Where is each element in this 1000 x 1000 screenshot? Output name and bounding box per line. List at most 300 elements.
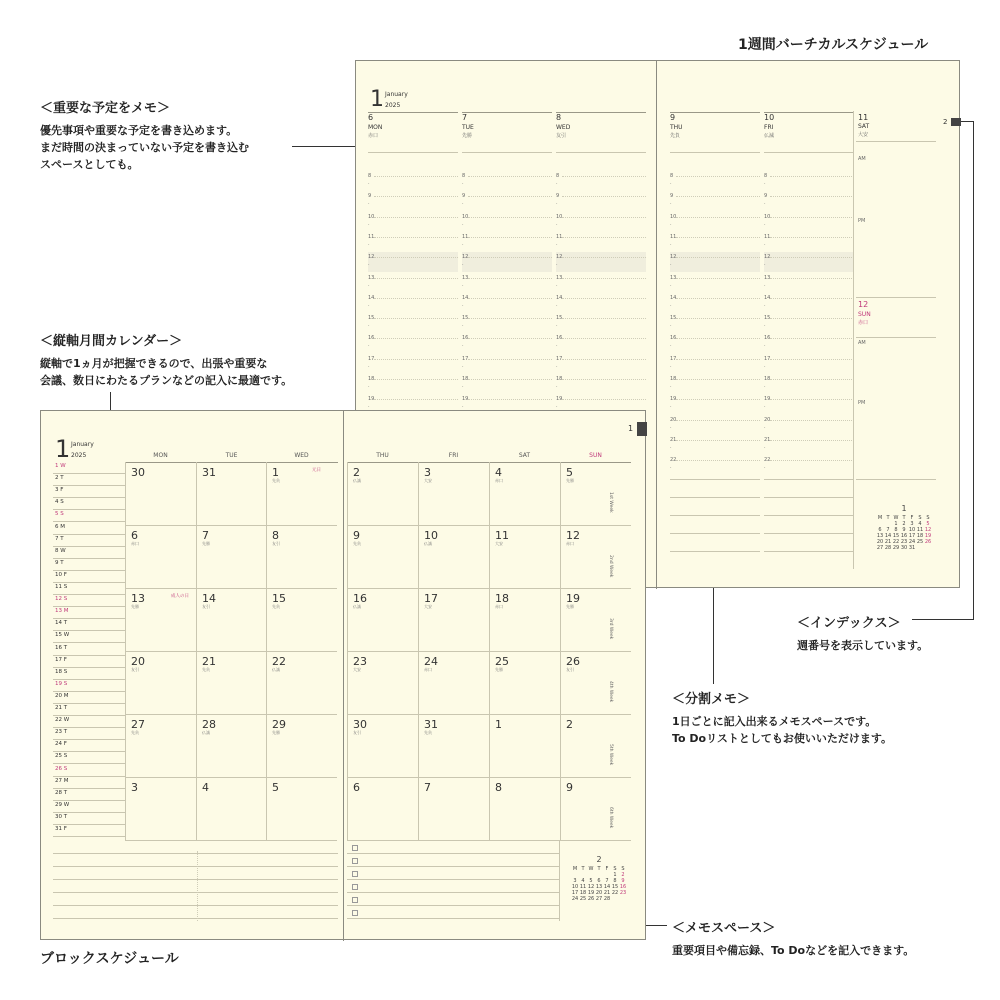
mini-cal-day: 24 (908, 539, 916, 545)
split-memo-rule (670, 551, 760, 552)
side-day-label: 29 W (55, 801, 70, 808)
side-day-rule (53, 521, 125, 522)
hour-rule (468, 278, 552, 279)
hour-label: 8 (462, 173, 466, 179)
hour-label: 11 (670, 233, 677, 240)
side-day-label: 16 T (55, 644, 68, 651)
hour-label: 21 (670, 436, 677, 443)
mini-cal-day: 19 (924, 533, 932, 539)
split-memo-rule (670, 515, 760, 516)
day-name: FRI (764, 124, 774, 131)
hour-label: 19 (670, 396, 677, 403)
hour-label: 12 (556, 254, 563, 261)
vertical-calendar-caption (40, 330, 292, 389)
hour-label: 18 (368, 376, 375, 382)
date-number: 17 (424, 592, 438, 605)
hour-label: 15 (368, 315, 375, 322)
sun-name: SUN (858, 311, 871, 318)
hour-rule (374, 237, 458, 238)
half-hour-dot: · (368, 201, 370, 208)
half-hour-dot: · (556, 282, 558, 289)
row-rule (347, 840, 631, 841)
mini-cal-day: 29 (892, 545, 900, 551)
date-number: 2 (566, 718, 573, 731)
hour-label: 13 (462, 274, 469, 281)
weekday-header: SUN (589, 452, 602, 459)
date-rokuyo: 大安 (495, 541, 503, 546)
mini-cal-weekday: S (926, 515, 930, 521)
side-day-rule (53, 739, 125, 740)
half-hour-dot: · (368, 262, 370, 269)
half-hour-dot: · (462, 282, 464, 289)
hour-rule (562, 176, 646, 177)
weekday-header: SAT (518, 452, 531, 459)
mini-cal-day: 22 (611, 890, 619, 896)
date-number: 16 (353, 592, 367, 605)
hour-rule (468, 176, 552, 177)
hour-rule (468, 217, 552, 218)
mini-cal-weekday: M (572, 866, 578, 872)
cell-divider (125, 714, 126, 777)
cell-divider (347, 777, 348, 840)
side-day-label: 8 W (55, 547, 66, 554)
cell-divider (489, 525, 490, 588)
half-hour-dot: · (764, 444, 766, 451)
side-day-label: 22 W (55, 717, 70, 724)
hour-rule (374, 257, 458, 258)
week-number-label: 6th Week (608, 807, 613, 829)
half-hour-dot: · (556, 221, 558, 228)
side-day-label: 6 M (55, 523, 65, 530)
hour-rule (770, 217, 854, 218)
date-number: 9 (566, 781, 573, 794)
hour-rule (770, 460, 854, 461)
side-day-label: 4 S (55, 499, 64, 506)
day-rokuyo: 先勝 (462, 133, 473, 139)
half-hour-dot: · (368, 181, 370, 187)
half-hour-dot: · (670, 181, 672, 187)
side-day-label: 13 M (55, 608, 69, 615)
cell-divider (489, 651, 490, 714)
cell-divider (489, 714, 490, 777)
cell-divider (125, 651, 126, 714)
memo-space-caption-line: 重要項目や備忘録、To Doなどを記入できます。 (672, 944, 915, 957)
weekly-index-number: 2 (943, 118, 948, 126)
memo-rule (53, 866, 338, 867)
half-hour-dot: · (764, 363, 766, 370)
side-day-label: 26 S (55, 765, 68, 772)
mini-cal-day: 11 (579, 884, 587, 890)
hour-rule (374, 318, 458, 319)
side-day-label: 2 T (55, 475, 64, 482)
side-day-rule (53, 618, 125, 619)
todo-checkbox[interactable] (352, 910, 358, 916)
index-caption-line: 週番号を表示しています。 (797, 639, 929, 652)
side-day-rule (53, 630, 125, 631)
hour-label: 13 (670, 274, 677, 281)
mini-cal-month: 2 (596, 855, 602, 864)
side-day-rule (53, 691, 125, 692)
hour-label: 14 (462, 294, 469, 301)
side-day-rule (53, 788, 125, 789)
monthly-mini-calendar (571, 855, 627, 902)
memo-caption-line: スペースとしても。 (40, 158, 139, 171)
hour-label: 19 (764, 396, 771, 403)
date-number: 30 (131, 466, 145, 479)
half-hour-dot: · (764, 241, 766, 248)
date-rokuyo: 先負 (131, 730, 139, 735)
side-day-label: 10 F (55, 571, 67, 578)
cell-divider (196, 714, 197, 777)
week-number-label: 4th Week (608, 681, 613, 703)
memo-space-caption (672, 917, 914, 959)
cell-divider (266, 588, 267, 651)
hour-label: 18 (670, 376, 677, 382)
date-rokuyo: 先勝 (495, 667, 503, 672)
cell-divider (560, 714, 561, 777)
half-hour-dot: · (556, 181, 558, 187)
hour-rule (562, 359, 646, 360)
todo-checkbox[interactable] (352, 858, 358, 864)
mini-cal-day: 25 (579, 896, 587, 902)
day-name: MON (368, 124, 383, 131)
half-hour-dot: · (368, 343, 370, 350)
day-name: WED (556, 124, 571, 131)
memo-caption (40, 97, 249, 173)
half-hour-dot: · (670, 241, 672, 248)
mini-cal-day: 13 (876, 533, 884, 539)
cell-divider (560, 651, 561, 714)
half-hour-dot: · (556, 241, 558, 248)
cell-divider (125, 462, 126, 525)
date-number: 31 (424, 718, 438, 731)
hour-rule (562, 196, 646, 197)
cell-divider (489, 588, 490, 651)
hour-label: 18 (462, 376, 469, 382)
half-hour-dot: · (764, 181, 766, 187)
cell-divider (418, 651, 419, 714)
half-hour-dot: · (462, 323, 464, 330)
cell-divider (347, 462, 348, 525)
hour-rule (676, 176, 760, 177)
hour-rule (676, 399, 760, 400)
side-day-label: 7 T (55, 535, 64, 542)
side-day-rule (53, 497, 125, 498)
mini-cal-day: 27 (595, 896, 603, 902)
date-number: 25 (495, 655, 509, 668)
memo-rule (53, 853, 338, 854)
date-rokuyo: 先勝 (272, 730, 280, 735)
hour-rule (468, 318, 552, 319)
monthly-month-number: 1 (55, 435, 71, 463)
hour-rule (676, 217, 760, 218)
todo-checkbox[interactable] (352, 884, 358, 890)
todo-rule (347, 918, 559, 919)
date-rokuyo: 仏滅 (202, 730, 210, 735)
hour-rule (676, 318, 760, 319)
date-rokuyo: 友引 (202, 604, 210, 609)
side-day-label: 24 F (55, 741, 67, 748)
side-day-label: 17 F (55, 656, 67, 663)
vertical-caption-title: ＜縦軸月間カレンダー＞ (40, 334, 183, 349)
index-caption-title: ＜インデックス＞ (797, 616, 901, 631)
half-hour-dot: · (462, 201, 464, 208)
side-day-rule (53, 558, 125, 559)
mini-cal-weekday: W (588, 866, 594, 872)
side-day-rule (53, 727, 125, 728)
day-top-rule (368, 112, 458, 113)
date-number: 24 (424, 655, 438, 668)
hour-rule (770, 257, 854, 258)
todo-checkbox[interactable] (352, 845, 358, 851)
hour-rule (374, 379, 458, 380)
holiday-label: 成人の日 (171, 594, 189, 599)
cell-divider (560, 525, 561, 588)
lunch-band (462, 252, 552, 272)
memo-caption-line: 優先事項や重要な予定を書き込めます。 (40, 124, 238, 137)
mini-cal-day: 30 (900, 545, 908, 551)
mini-cal-weekday: M (877, 515, 883, 521)
mini-cal-day: 28 (884, 545, 892, 551)
half-hour-dot: · (764, 404, 766, 411)
date-number: 27 (131, 718, 145, 731)
side-day-label: 28 T (55, 789, 68, 796)
date-number: 29 (272, 718, 286, 731)
week-number-label: 1st Week (608, 492, 613, 513)
day-name: THU (670, 124, 683, 131)
hour-rule (770, 318, 854, 319)
side-day-label: 15 W (55, 632, 70, 639)
day-top-rule (670, 112, 760, 113)
mini-cal-day: 12 (587, 884, 595, 890)
hour-rule (676, 420, 760, 421)
half-hour-dot: · (670, 384, 672, 390)
weekday-header: THU (376, 452, 389, 459)
mini-cal-day: 12 (924, 527, 932, 533)
hour-label: 12 (670, 254, 677, 261)
hour-rule (676, 379, 760, 380)
side-day-label: 12 S (55, 596, 68, 603)
date-number: 4 (202, 781, 209, 794)
date-number: 5 (566, 466, 573, 479)
hour-rule (468, 196, 552, 197)
mini-cal-day: 8 (894, 527, 898, 533)
weekly-year: 2025 (385, 102, 401, 109)
half-hour-dot: · (764, 424, 766, 431)
date-rokuyo: 仏滅 (424, 541, 432, 546)
side-day-rule (53, 836, 125, 837)
mini-cal-day: 3 (910, 521, 914, 527)
half-hour-dot: · (764, 262, 766, 269)
mini-cal-weekday: W (893, 515, 899, 521)
spread-gutter (656, 61, 657, 589)
hour-rule (374, 196, 458, 197)
date-number: 28 (202, 718, 216, 731)
side-day-rule (53, 655, 125, 656)
date-number: 8 (495, 781, 502, 794)
mini-cal-day: 4 (918, 521, 922, 527)
cell-divider (347, 588, 348, 651)
mini-cal-weekday: F (910, 515, 914, 521)
hour-label: 10 (368, 213, 375, 220)
date-number: 9 (353, 529, 360, 542)
date-rokuyo: 友引 (272, 541, 280, 546)
hour-label: 16 (764, 335, 771, 342)
side-day-label: 1 W (55, 463, 66, 469)
date-number: 11 (495, 529, 509, 542)
half-hour-dot: · (368, 384, 370, 390)
half-hour-dot: · (764, 343, 766, 350)
half-hour-dot: · (556, 323, 558, 330)
hour-rule (374, 278, 458, 279)
hour-rule (374, 359, 458, 360)
hour-rule (562, 399, 646, 400)
side-day-label: 3 F (55, 487, 64, 494)
day-number: 6 (368, 113, 374, 122)
side-day-label: 21 T (55, 705, 68, 711)
mini-cal-day: 31 (908, 545, 916, 551)
side-day-label: 30 T (55, 813, 68, 820)
mini-cal-day: 17 (571, 890, 579, 896)
cell-divider (347, 525, 348, 588)
monthly-index-tab[interactable] (637, 422, 647, 436)
half-hour-dot: · (556, 201, 558, 208)
hour-rule (676, 196, 760, 197)
half-hour-dot: · (368, 363, 370, 370)
mini-cal-weekday: T (886, 515, 890, 521)
hour-label: 17 (670, 355, 677, 362)
hour-label: 19 (462, 396, 469, 403)
todo-rule (347, 879, 559, 880)
row-rule (125, 777, 337, 778)
hour-label: 12 (368, 254, 375, 261)
date-number: 18 (495, 592, 509, 605)
cell-divider (196, 588, 197, 651)
side-day-rule (53, 751, 125, 752)
hour-label: 9 (556, 193, 560, 200)
mini-cal-day: 10 (908, 527, 916, 533)
hour-label: 18 (764, 376, 771, 382)
half-hour-dot: · (556, 262, 558, 269)
todo-rule (347, 866, 559, 867)
memo-caption-line: まだ時間の決まっていない予定を書き込む (40, 141, 249, 154)
hour-label: 11 (556, 233, 563, 240)
hour-label: 12 (462, 254, 469, 261)
todo-checkbox[interactable] (352, 871, 358, 877)
date-number: 7 (202, 529, 209, 542)
week-number-label: 2nd Week (608, 555, 613, 578)
split-memo-rule (764, 479, 854, 480)
date-number: 26 (566, 655, 580, 668)
weekday-header: MON (153, 452, 168, 459)
hour-label: 15 (670, 315, 677, 322)
mini-cal-day: 25 (916, 539, 924, 545)
half-hour-dot: · (670, 323, 672, 330)
sat-number: 11 (858, 113, 869, 122)
index-leader-top (960, 121, 974, 122)
day-number: 9 (670, 113, 676, 122)
hour-rule (562, 257, 646, 258)
hour-rule (770, 237, 854, 238)
hour-rule (676, 440, 760, 441)
hour-rule (770, 420, 854, 421)
half-hour-dot: · (556, 302, 558, 309)
hour-label: 8 (368, 173, 372, 179)
side-day-rule (53, 485, 125, 486)
mini-cal-weekday: S (918, 515, 922, 521)
hour-label: 17 (556, 355, 563, 362)
half-hour-dot: · (764, 221, 766, 228)
hour-rule (468, 359, 552, 360)
half-hour-dot: · (368, 404, 370, 411)
side-day-label: 23 T (55, 729, 68, 736)
mini-cal-day: 15 (892, 533, 900, 539)
mini-cal-day: 14 (884, 533, 892, 539)
mini-cal-day: 6 (878, 527, 882, 533)
memo-rule (556, 152, 646, 153)
hour-rule (770, 359, 854, 360)
cell-divider (418, 714, 419, 777)
date-number: 12 (566, 529, 580, 542)
hour-rule (562, 298, 646, 299)
hour-label: 11 (462, 233, 469, 240)
weekly-index-tab[interactable] (951, 118, 961, 126)
date-rokuyo: 赤口 (495, 478, 503, 483)
half-hour-dot: · (764, 282, 766, 289)
mini-cal-day: 16 (900, 533, 908, 539)
date-rokuyo: 赤口 (495, 604, 503, 609)
mini-cal-day: 7 (886, 527, 890, 533)
sun-rokuyo: 赤口 (858, 320, 869, 326)
sat-am-label: AM (858, 156, 866, 162)
split-memo-rule (764, 515, 854, 516)
todo-checkbox[interactable] (352, 897, 358, 903)
hour-rule (468, 237, 552, 238)
split-memo-rule (764, 533, 854, 534)
date-rokuyo: 先勝 (566, 478, 574, 483)
hour-label: 16 (368, 335, 375, 342)
hour-label: 13 (556, 274, 563, 281)
mini-cal-day: 10 (571, 884, 579, 890)
cell-divider (489, 777, 490, 840)
date-rokuyo: 赤口 (424, 667, 432, 672)
mini-cal-day: 18 (579, 890, 587, 896)
mini-cal-day: 23 (900, 539, 908, 545)
cell-divider (418, 777, 419, 840)
hour-label: 9 (670, 193, 674, 200)
hour-label: 11 (764, 233, 771, 240)
hour-rule (468, 338, 552, 339)
monthly-spread (40, 410, 646, 940)
hour-label: 10 (764, 213, 771, 220)
date-number: 23 (353, 655, 367, 668)
day-rokuyo: 友引 (556, 133, 567, 139)
hour-label: 8 (556, 173, 560, 179)
date-rokuyo: 先負 (272, 478, 280, 483)
half-hour-dot: · (670, 282, 672, 289)
date-number: 8 (272, 529, 279, 542)
memo-space-caption-title: ＜メモスペース＞ (672, 921, 776, 936)
hour-rule (770, 399, 854, 400)
side-day-rule (53, 582, 125, 583)
hour-label: 15 (462, 315, 469, 322)
side-day-label: 20 M (55, 692, 69, 699)
date-number: 13 (131, 592, 145, 605)
date-number: 7 (424, 781, 431, 794)
mini-cal-day: 15 (611, 884, 619, 890)
hour-label: 14 (368, 294, 375, 301)
mini-cal-day: 20 (595, 890, 603, 896)
